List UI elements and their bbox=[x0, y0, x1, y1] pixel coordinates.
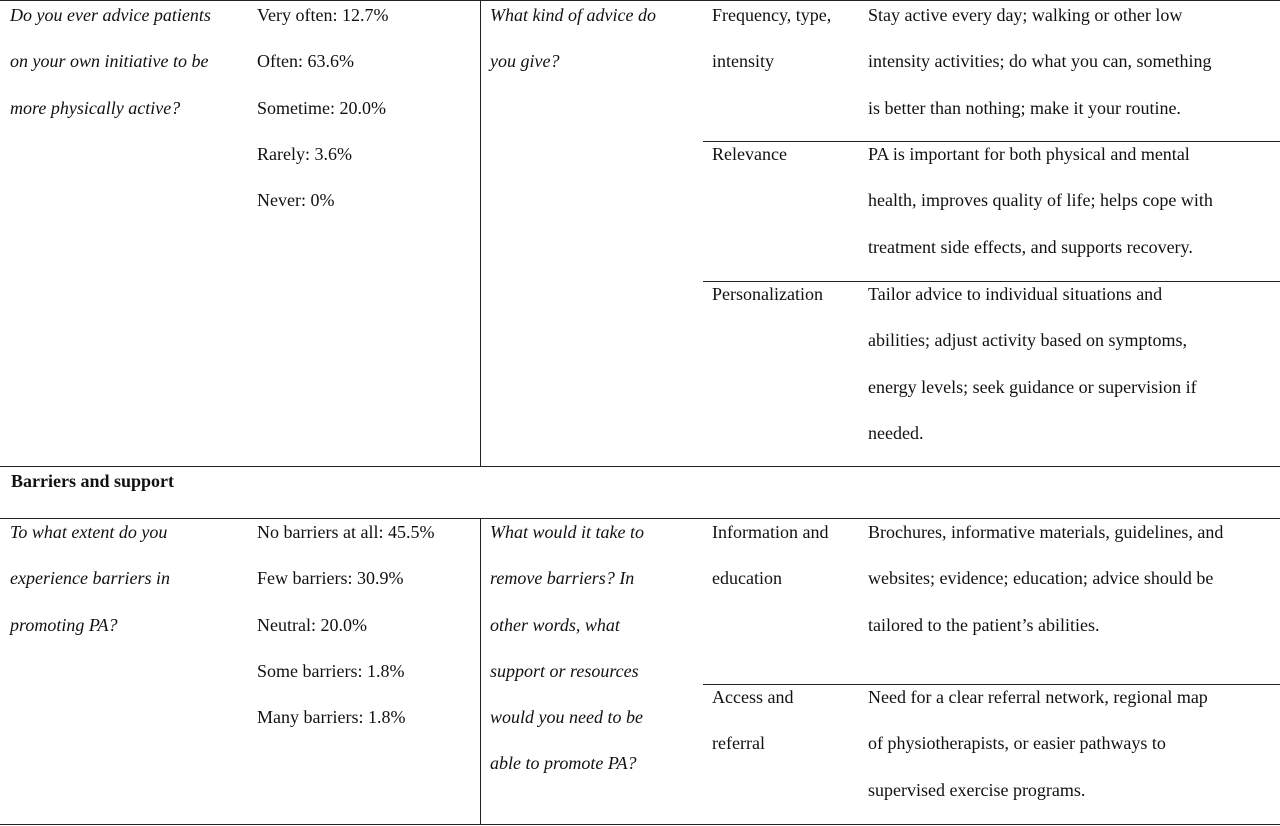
theme-name-line: Frequency, type, bbox=[712, 5, 832, 25]
table-bottom-rule bbox=[0, 824, 1280, 825]
question-cell bbox=[10, 509, 250, 648]
theme-text-cell bbox=[868, 271, 1278, 456]
theme-name-line: education bbox=[712, 568, 782, 589]
theme-name-line: referral bbox=[712, 733, 765, 754]
column-separator-1 bbox=[480, 0, 481, 467]
response-item: Neutral: 20.0% bbox=[257, 614, 367, 635]
question-cell bbox=[10, 0, 250, 131]
response-item: Very often: 12.7% bbox=[257, 5, 389, 25]
open-question-line: support or resources bbox=[490, 660, 639, 681]
response-item: Rarely: 3.6% bbox=[257, 143, 352, 164]
open-question-line: What kind of advice do bbox=[490, 5, 656, 25]
open-question-line: remove barriers? In bbox=[490, 568, 635, 589]
theme-name-cell bbox=[712, 271, 862, 317]
theme-name-cell bbox=[712, 131, 862, 177]
theme-text-line: is better than nothing; make it your routine. bbox=[868, 97, 1181, 118]
open-question-cell bbox=[490, 509, 700, 787]
response-item: Many barriers: 1.8% bbox=[257, 707, 406, 728]
question-line: promoting PA? bbox=[10, 614, 118, 635]
open-question-line: What would it take to bbox=[490, 522, 644, 542]
theme-text-line: Tailor advice to individual situations and bbox=[868, 284, 1163, 304]
response-item: Never: 0% bbox=[257, 190, 335, 211]
theme-text-line: health, improves quality of life; helps cope with bbox=[868, 190, 1213, 211]
theme-text-cell bbox=[868, 509, 1278, 648]
theme-name-line: Personalization bbox=[712, 284, 823, 304]
theme-text-line: energy levels; seek guidance or supervision if bbox=[868, 376, 1197, 397]
theme-name-cell bbox=[712, 0, 862, 85]
theme-text-line: websites; evidence; education; advice should be bbox=[868, 568, 1214, 589]
theme-text-cell bbox=[868, 674, 1278, 813]
question-line: experience barriers in bbox=[10, 568, 170, 589]
responses-cell bbox=[257, 0, 477, 223]
section-title: Barriers and support bbox=[11, 471, 175, 491]
open-question-line: other words, what bbox=[490, 614, 620, 635]
theme-text-cell bbox=[868, 131, 1278, 270]
open-question-line: would you need to be bbox=[490, 707, 643, 728]
theme-text-line: Brochures, informative materials, guidelines, and bbox=[868, 522, 1224, 542]
question-line: To what extent do you bbox=[10, 522, 168, 542]
theme-text-cell bbox=[868, 0, 1278, 131]
theme-name-line: intensity bbox=[712, 51, 774, 72]
theme-text-line: PA is important for both physical and mental bbox=[868, 144, 1190, 164]
theme-name-line: Access and bbox=[712, 687, 794, 707]
question-line: Do you ever advice patients bbox=[10, 5, 211, 25]
theme-name-cell bbox=[712, 674, 862, 767]
theme-text-line: Need for a clear referral network, regional map bbox=[868, 687, 1208, 707]
response-item: Few barriers: 30.9% bbox=[257, 568, 404, 589]
open-question-line: able to promote PA? bbox=[490, 753, 637, 774]
theme-text-line: tailored to the patient’s abilities. bbox=[868, 614, 1100, 635]
theme-name-cell bbox=[712, 509, 862, 602]
question-line: more physically active? bbox=[10, 97, 181, 118]
theme-text-line: Stay active every day; walking or other low bbox=[868, 5, 1183, 25]
theme-text-line: needed. bbox=[868, 422, 924, 443]
theme-name-line: Relevance bbox=[712, 144, 787, 164]
theme-name-line: Information and bbox=[712, 522, 829, 542]
theme-text-line: of physiotherapists, or easier pathways to bbox=[868, 733, 1166, 754]
open-question-cell bbox=[490, 0, 700, 85]
theme-text-line: abilities; adjust activity based on symptoms, bbox=[868, 330, 1187, 351]
response-item: Some barriers: 1.8% bbox=[257, 660, 405, 681]
responses-cell bbox=[257, 509, 477, 740]
question-line: on your own initiative to be bbox=[10, 51, 209, 72]
response-item: Often: 63.6% bbox=[257, 51, 354, 72]
theme-text-line: supervised exercise programs. bbox=[868, 779, 1086, 800]
open-question-line: you give? bbox=[490, 51, 560, 72]
theme-text-line: intensity activities; do what you can, something bbox=[868, 51, 1212, 72]
response-item: No barriers at all: 45.5% bbox=[257, 522, 435, 542]
theme-text-line: treatment side effects, and supports recovery. bbox=[868, 236, 1193, 257]
column-separator-2 bbox=[480, 518, 481, 825]
response-item: Sometime: 20.0% bbox=[257, 97, 386, 118]
section-rule bbox=[0, 466, 1280, 467]
